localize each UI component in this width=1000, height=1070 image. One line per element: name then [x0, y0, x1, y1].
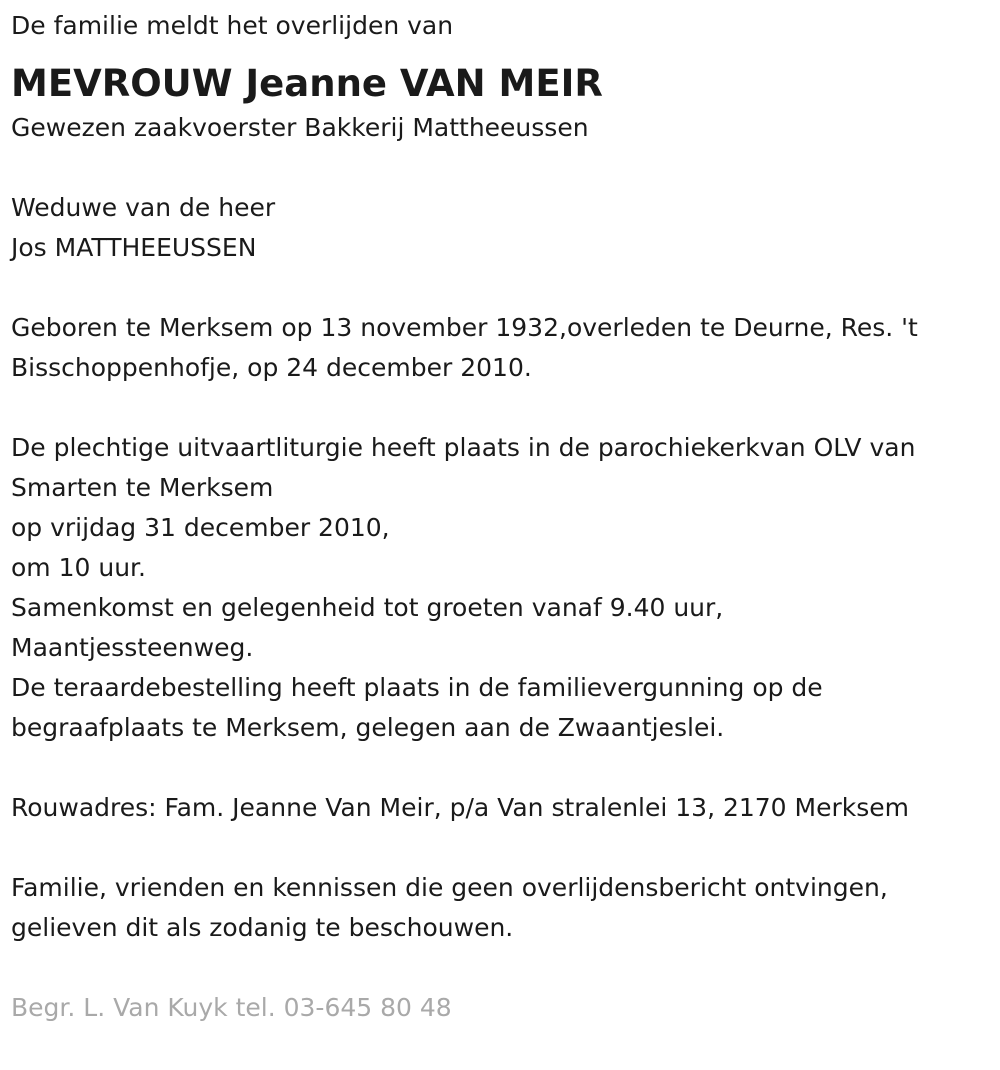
spacer	[11, 948, 986, 988]
ceremony-line-8: begraafplaats te Merksem, gelegen aan de Zwaantjeslei.	[11, 713, 725, 742]
birth-death-line-2: Bisschoppenhofje, op 24 december 2010.	[11, 353, 532, 382]
deceased-name: MEVROUW Jeanne VAN MEIR	[11, 62, 603, 105]
mourning-address: Rouwadres: Fam. Jeanne Van Meir, p/a Van stralenlei 13, 2170 Merksem	[11, 793, 909, 822]
intro-text: De familie meldt het overlijden van	[11, 11, 454, 40]
widow-line-2: Jos MATTHEEUSSEN	[11, 233, 257, 262]
birth-death-line-1: Geboren te Merksem op 13 november 1932,overleden te Deurne, Res. 't	[11, 313, 918, 342]
obituary-document	[11, 6, 986, 1028]
ceremony-line-6: Maantjessteenweg.	[11, 633, 254, 662]
widow-line-1: Weduwe van de heer	[11, 193, 276, 222]
spacer	[11, 268, 986, 308]
spacer	[11, 828, 986, 868]
occupation-text: Gewezen zaakvoerster Bakkerij Mattheeussen	[11, 113, 589, 142]
ceremony-line-3: op vrijdag 31 december 2010,	[11, 513, 390, 542]
ceremony-line-7: De teraardebestelling heeft plaats in de familievergunning op de	[11, 673, 823, 702]
funeral-director-footer: Begr. L. Van Kuyk tel. 03-645 80 48	[11, 993, 452, 1022]
spacer	[11, 748, 986, 788]
notice-line-1: Familie, vrienden en kennissen die geen overlijdensbericht ontvingen,	[11, 873, 888, 902]
ceremony-line-4: om 10 uur.	[11, 553, 146, 582]
spacer	[11, 148, 986, 188]
notice-line-2: gelieven dit als zodanig te beschouwen.	[11, 913, 514, 942]
ceremony-line-2: Smarten te Merksem	[11, 473, 274, 502]
spacer	[11, 388, 986, 428]
ceremony-line-5: Samenkomst en gelegenheid tot groeten vanaf 9.40 uur,	[11, 593, 724, 622]
ceremony-line-1: De plechtige uitvaartliturgie heeft plaats in de parochiekerkvan OLV van	[11, 433, 916, 462]
